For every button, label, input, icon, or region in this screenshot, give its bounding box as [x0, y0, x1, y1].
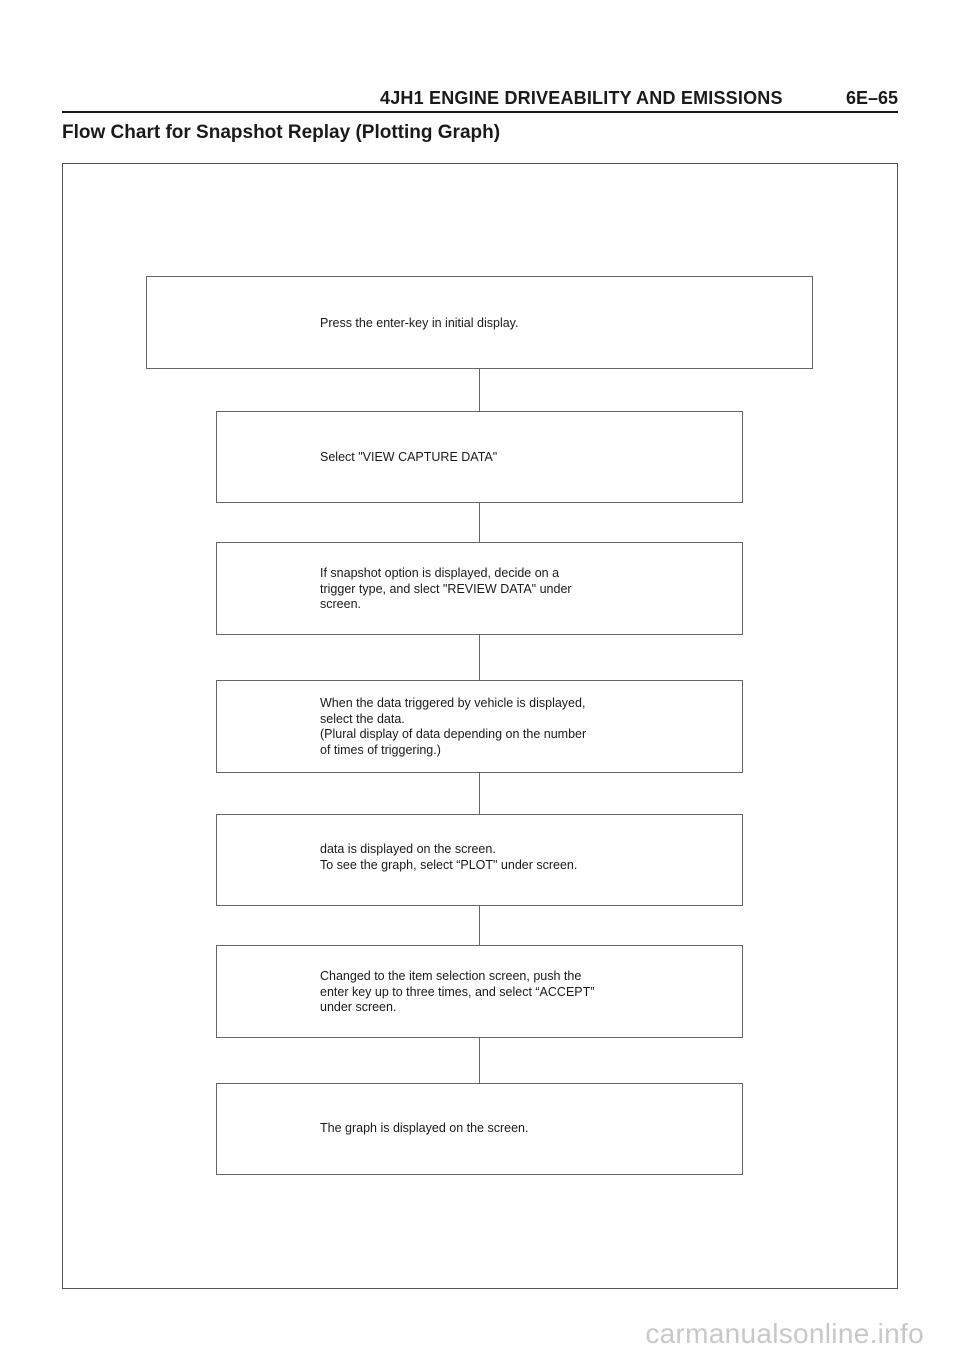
flow-step-7-text: The graph is displayed on the screen.: [320, 1121, 529, 1135]
connector-2-3: [479, 503, 480, 542]
connector-1-2: [479, 369, 480, 411]
header-rule: [62, 111, 898, 113]
connector-6-7: [479, 1038, 480, 1083]
flow-step-4-text: When the data triggered by vehicle is displayed, select the data. (Plural display of data depending on the number of times of triggering.): [320, 696, 587, 757]
flow-step-6-text: Changed to the item selection screen, push the enter key up to three times, and select “ACCEPT” under screen.: [320, 969, 595, 1014]
flow-step-2-text: Select "VIEW CAPTURE DATA": [320, 450, 498, 464]
connector-3-4: [479, 635, 480, 680]
flow-step-5-text: data is displayed on the screen. To see the graph, select “PLOT" under screen.: [320, 842, 578, 872]
page-number: 6E–65: [845, 88, 898, 108]
section-title: Flow Chart for Snapshot Replay (Plotting Graph): [62, 122, 501, 143]
flow-step-3-text: If snapshot option is displayed, decide on a trigger type, and slect "REVIEW DATA" under screen.: [320, 566, 572, 611]
header-title: 4JH1 ENGINE DRIVEABILITY AND EMISSIONS: [380, 88, 783, 108]
connector-4-5: [479, 773, 480, 814]
flow-step-1-text: Press the enter-key in initial display.: [320, 316, 519, 330]
connector-5-6: [479, 906, 480, 945]
watermark: carmanualsonline.info: [645, 1318, 924, 1349]
